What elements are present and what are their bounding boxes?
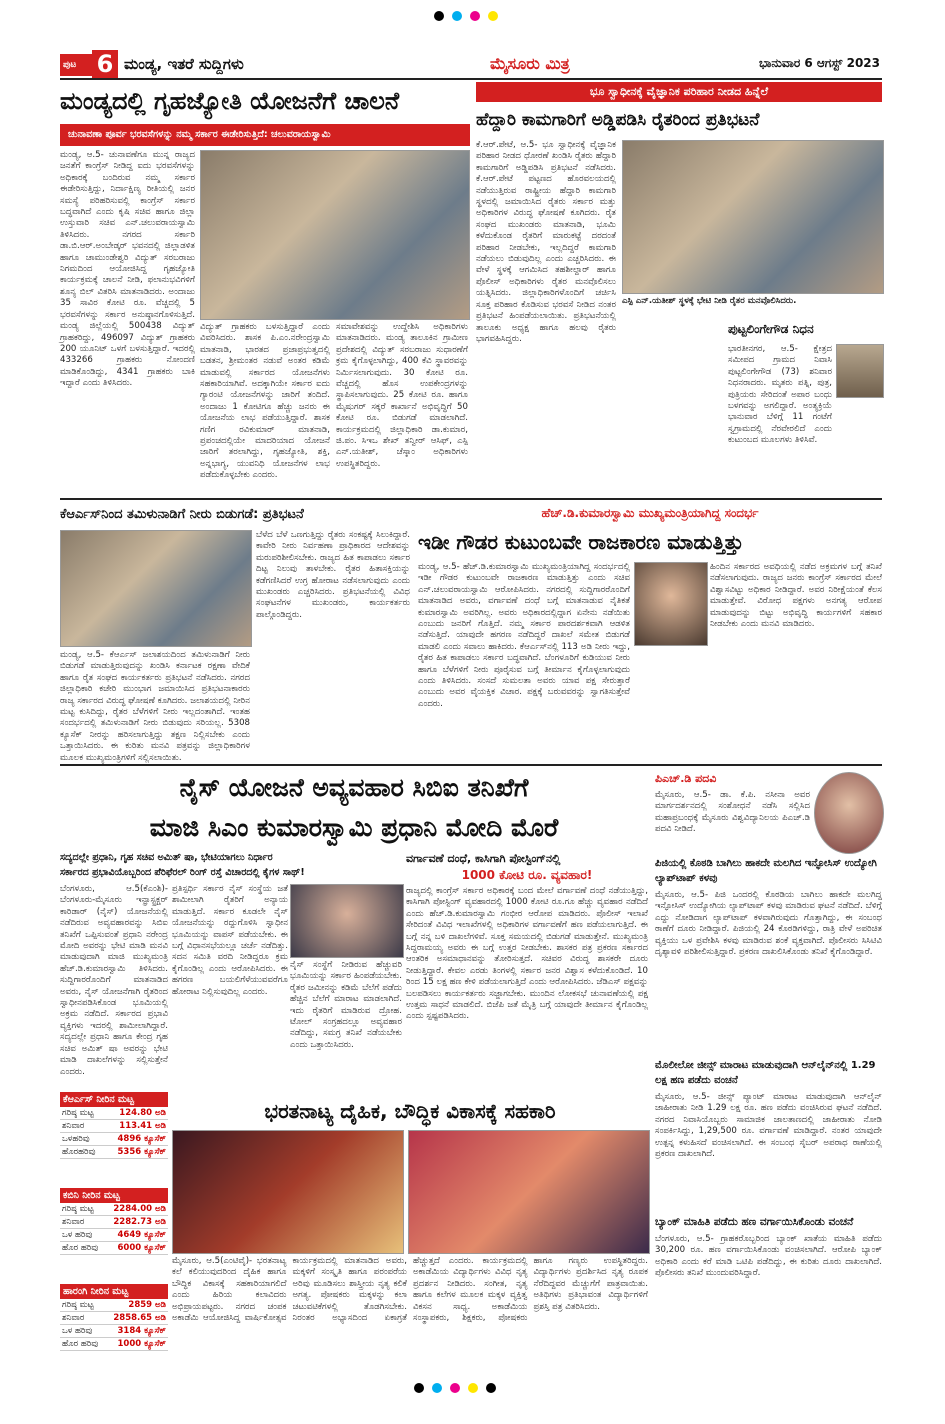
story2-headline: ಹೆದ್ದಾರಿ ಕಾಮಗಾರಿಗೆ ಅಡ್ಡಿಪಡಿಸಿ ರೈತರಿಂದ ಪ್ರತಿಭಟನೆ [476, 110, 760, 130]
laptop-body: ಮೈಸೂರು, ಆ.5- ಪಿಜಿ ಒಂದರಲ್ಲಿ ಕೊಠಡಿಯ ಬಾಗಿಲು ಹಾಕದೇ ಮಲಗಿದ್ದ ಇನ್ಫೋಸಿಸ್ ಉದ್ಯೋಗಿಯ ಲ್ಯಾಪ್‌ಟಾಪ್ ಕಳವು ಮಾಡಿರುವ ಘಟನೆ ನಡೆದಿದೆ. ಬೆಳಿಗ್ಗೆ ಎದ್ದು ನೋಡಿದಾಗ ಲ್ಯಾಪ್‌ಟಾಪ್ ಕಳವಾಗಿರುವುದು ಗೊತ್ತಾಗಿದ್ದು, ಈ ಸಂಬಂಧ ಠಾಣೆಗೆ ದೂರು ನೀಡಿದ್ದಾರೆ. ಪಿಜಿಯಲ್ಲಿ 24 ಕೊಠಡಿಗಳಿದ್ದು, ರಾತ್ರಿ ವೇಳೆ ಅಪರಿಚಿತ ವ್ಯಕ್ತಿಯು ಒಳ ಪ್ರವೇಶಿಸಿ ಕಳವು ಮಾಡಿರುವ ಶಂಕೆ ವ್ಯಕ್ತವಾಗಿದೆ. ಪೊಲೀಸರು ಸಿಸಿಟಿವಿ ದೃಶ್ಯಾವಳಿ ಪರಿಶೀಲಿಸುತ್ತಿದ್ದಾರೆ. ಪ್ರಕರಣ ದಾಖಲಿಸಿಕೊಂಡು ತನಿಖೆ ಕೈಗೊಂಡಿದ್ದಾರೆ. [655, 890, 882, 958]
story1-subhead: ಚುನಾವಣಾ ಪೂರ್ವ ಭರವಸೆಗಳನ್ನು ನಮ್ಮ ಸರ್ಕಾರ ಈಡೇರಿಸುತ್ತಿದೆ: ಚಲುವರಾಯಸ್ವಾಮಿ [60, 124, 470, 146]
jeans-headline: ಮೊಲೀಲೋ ಜೀನ್ಸ್ ಮಾರಾಟ ಮಾಡುವುದಾಗಿ ಆನ್‌ಲೈನ್‌ನಲ್ಲಿ 1.29 ಲಕ್ಷ ಹಣ ಪಡೆದು ವಂಚನೆ [655, 1060, 876, 1086]
paper-name: ಮೈಸೂರು ಮಿತ್ರ [490, 54, 570, 73]
jeans-body: ಮೈಸೂರು, ಆ.5- ಜೀನ್ಸ್ ಪ್ಯಾಂಟ್ ಮಾರಾಟ ಮಾಡುವುದಾಗಿ ಆನ್‌ಲೈನ್ ಜಾಹೀರಾತು ನೀಡಿ 1.29 ಲಕ್ಷ ರೂ. ಹಣ ಪಡೆದು ವಂಚಿಸಿರುವ ಘಟನೆ ನಡೆದಿದೆ. ನಗರದ ನಿವಾಸಿಯೊಬ್ಬರು ಸಾಮಾಜಿಕ ಜಾಲತಾಣದಲ್ಲಿ ಜಾಹೀರಾತು ನೋಡಿ ಸಂಪರ್ಕಿಸಿದ್ದು, 1,29,500 ರೂ. ವರ್ಗಾವಣೆ ಮಾಡಿದ್ದಾರೆ. ನಂತರ ಯಾವುದೇ ಉತ್ಪನ್ನ ಕಳುಹಿಸದೆ ವಂಚಿಸಲಾಗಿದೆ. ಈ ಸಂಬಂಧ ಸೈಬರ್ ಅಪರಾಧ ಠಾಣೆಯಲ್ಲಿ ಪ್ರಕರಣ ದಾಖಲಾಗಿದೆ. [655, 1092, 882, 1160]
story3-body-col1: ಮಂಡ್ಯ, ಆ.5- ಕೆಆರ್ಎಸ್ ಜಲಾಶಯದಿಂದ ತಮಿಳುನಾಡಿಗೆ ನೀರು ಬಿಡುಗಡೆ ಮಾಡುತ್ತಿರುವುದನ್ನು ಖಂಡಿಸಿ ಕರ್ನಾಟಕ ರಕ್ಷಣಾ ವೇದಿಕೆ ಹಾಗೂ ರೈತ ಸಂಘದ ಕಾರ್ಯಕರ್ತರು ಪ್ರತಿಭಟನೆ ನಡೆಸಿದರು. ನಗರದ ಜಿಲ್ಲಾಧಿಕಾರಿ ಕಚೇರಿ ಮುಂಭಾಗ ಜಮಾಯಿಸಿದ ಪ್ರತಿಭಟನಾಕಾರರು ರಾಜ್ಯ ಸರ್ಕಾರದ ವಿರುದ್ಧ ಘೋಷಣೆ ಕೂಗಿದರು. ಜಲಾಶಯದಲ್ಲಿ ನೀರಿನ ಮಟ್ಟ ಕುಸಿದಿದ್ದು, ರೈತರ ಬೆಳೆಗಳಿಗೆ ನೀರು ಇಲ್ಲದಂತಾಗಿದೆ. ಇಂತಹ ಸಂದರ್ಭದಲ್ಲಿ ತಮಿಳುನಾಡಿಗೆ ನೀರು ಬಿಡುವುದು ಸರಿಯಲ್ಲ. 5308 ಕ್ಯೂಸೆಕ್ ನೀರನ್ನು ಹರಿಸಲಾಗುತ್ತಿದ್ದು ತಕ್ಷಣ ನಿಲ್ಲಿಸಬೇಕು ಎಂದು ಒತ್ತಾಯಿಸಿದರು. ಈ ಕುರಿತು ಮನವಿ ಪತ್ರವನ್ನು ಜಿಲ್ಲಾಧಿಕಾರಿಗಳ ಮೂಲಕ ಮುಖ್ಯಮಂತ್ರಿಗಳಿಗೆ ಸಲ್ಲಿಸಲಾಯಿತು. [60, 650, 250, 763]
table-row: ಗರಿಷ್ಠ ಮಟ್ಟ 2859 ಅಡಿ [62, 1300, 166, 1310]
story4-photo [634, 562, 708, 646]
registration-dots-bottom [410, 1378, 540, 1392]
story5-headline: ನೈಸ್ ಯೋಜನೆ ಅವ್ಯವಹಾರ ಸಿಬಿಐ ತನಿಖೆಗೆ [179, 773, 529, 802]
story2-caption: ಎಸ್ಪಿ ಎನ್.ಯತೀಶ್ ಸ್ಥಳಕ್ಕೆ ಭೇಟಿ ನೀಡಿ ರೈತರ ಮನವೊಲಿಸಿದರು. [622, 296, 797, 306]
dam-title: ಹಾರಂಗಿ ನೀರಿನ ಮಟ್ಟ [60, 1284, 168, 1299]
story4-body2: ಹಿಂದಿನ ಸರ್ಕಾರದ ಅವಧಿಯಲ್ಲಿ ನಡೆದ ಅಕ್ರಮಗಳ ಬಗ್ಗೆ ತನಿಖೆ ನಡೆಸಲಾಗುವುದು. ರಾಜ್ಯದ ಜನರು ಕಾಂಗ್ರೆಸ್ ಸರ್ಕಾರದ ಮೇಲೆ ವಿಶ್ವಾಸವಿಟ್ಟು ಅಧಿಕಾರ ನೀಡಿದ್ದಾರೆ. ಅವರ ನಿರೀಕ್ಷೆಯಂತೆ ಕೆಲಸ ಮಾಡುತ್ತೇವೆ. ವಿರೋಧ ಪಕ್ಷಗಳು ಅನಗತ್ಯ ಆರೋಪ ಮಾಡುವುದನ್ನು ಬಿಟ್ಟು ಅಭಿವೃದ್ಧಿ ಕಾರ್ಯಗಳಿಗೆ ಸಹಕಾರ ನೀಡಬೇಕು ಎಂದು ಮನವಿ ಮಾಡಿದರು. [710, 562, 882, 630]
bank-body: ಬೆಂಗಳೂರು, ಆ.5- ಗ್ರಾಹಕರೊಬ್ಬರಿಂದ ಬ್ಯಾಂಕ್ ಖಾತೆಯ ಮಾಹಿತಿ ಪಡೆದು 30,200 ರೂ. ಹಣ ವರ್ಗಾಯಿಸಿಕೊಂಡು ವಂಚಿಸಲಾಗಿದೆ. ಆರೋಪಿ ಬ್ಯಾಂಕ್ ಅಧಿಕಾರಿ ಎಂದು ಕರೆ ಮಾಡಿ ಒಟಿಪಿ ಪಡೆದಿದ್ದು, ಈ ಕುರಿತು ದೂರು ದಾಖಲಾಗಿದೆ. ಪೊಲೀಸರು ತನಿಖೆ ಮುಂದುವರಿಸಿದ್ದಾರೆ. [655, 1234, 882, 1279]
story2-kicker: ಭೂ ಸ್ವಾಧೀನಕ್ಕೆ ವೈಜ್ಞಾನಿಕ ಪರಿಹಾರ ನೀಡದ ಹಿನ್ನೆಲೆ [476, 82, 882, 102]
table-row: ಹೊರಹರಿವು 5356 ಕ್ಯೂಸೆಕ್ [62, 1147, 166, 1157]
story5-body-col2: ಪ್ರತಿಸ್ಪರ್ಧಿ ಸರ್ಕಾರ ನೈಸ್ ಸಂಸ್ಥೆಯ ಜತೆ ಶಾಮೀಲಾಗಿ ರೈತರಿಗೆ ಅನ್ಯಾಯ ಮಾಡುತ್ತಿದೆ. ಸರ್ಕಾರ ಕೂಡಲೇ ನೈಸ್ ಯೋಜನೆಯನ್ನು ರದ್ದುಗೊಳಿಸಿ ಸ್ವಾಧೀನ ಭೂಮಿಯನ್ನು ವಾಪಸ್ ಪಡೆಯಬೇಕು. ಈ ಬಗ್ಗೆ ವಿಧಾನಸಭೆಯಲ್ಲೂ ಚರ್ಚೆ ನಡೆದಿತ್ತು. ಸದನ ಸಮಿತಿ ವರದಿ ನೀಡಿದ್ದರೂ ಕ್ರಮ ಕೈಗೊಂಡಿಲ್ಲ ಎಂದು ಆರೋಪಿಸಿದರು. ಈ ಹಗರಣ ಬಯಲಿಗೆಳೆಯುವವರೆಗೂ ಹೋರಾಟ ನಿಲ್ಲಿಸುವುದಿಲ್ಲ ಎಂದರು. [172, 884, 288, 997]
table-row: ಶನಿವಾರ 113.41 ಅಡಿ [62, 1121, 166, 1131]
story2-body: ಕೆ.ಆರ್.ಪೇಟೆ, ಆ.5- ಭೂ ಸ್ವಾಧೀನಕ್ಕೆ ವೈಜ್ಞಾನಿಕ ಪರಿಹಾರ ನೀಡದ ಧೋರಣೆ ಖಂಡಿಸಿ ರೈತರು ಹೆದ್ದಾರಿ ಕಾಮಗಾರಿಗೆ ಅಡ್ಡಿಪಡಿಸಿ ಪ್ರತಿಭಟನೆ ನಡೆಸಿದರು. ಕೆ.ಆರ್.ಪೇಟೆ ಪಟ್ಟಣದ ಹೊರವಲಯದಲ್ಲಿ ನಡೆಯುತ್ತಿರುವ ರಾಷ್ಟ್ರೀಯ ಹೆದ್ದಾರಿ ಕಾಮಗಾರಿ ಸ್ಥಳದಲ್ಲಿ ಜಮಾಯಿಸಿದ ರೈತರು ಸರ್ಕಾರ ಮತ್ತು ಅಧಿಕಾರಿಗಳ ವಿರುದ್ಧ ಘೋಷಣೆ ಕೂಗಿದರು. ರೈತ ಸಂಘದ ಮುಖಂಡರು ಮಾತನಾಡಿ, ಭೂಮಿ ಕಳೆದುಕೊಂಡ ರೈತರಿಗೆ ಮಾರುಕಟ್ಟೆ ದರದಂತೆ ಪರಿಹಾರ ನೀಡಬೇಕು, ಇಲ್ಲದಿದ್ದರೆ ಕಾಮಗಾರಿ ನಡೆಯಲು ಬಿಡುವುದಿಲ್ಲ ಎಂದು ಎಚ್ಚರಿಸಿದರು. ಈ ವೇಳೆ ಸ್ಥಳಕ್ಕೆ ಆಗಮಿಸಿದ ತಹಶೀಲ್ದಾರ್ ಹಾಗೂ ಪೊಲೀಸ್ ಅಧಿಕಾರಿಗಳು ರೈತರ ಮನವೊಲಿಸಲು ಯತ್ನಿಸಿದರು. ಜಿಲ್ಲಾಧಿಕಾರಿಗಳೊಂದಿಗೆ ಚರ್ಚಿಸಿ ಸೂಕ್ತ ಪರಿಹಾರ ಕೊಡಿಸುವ ಭರವಸೆ ನೀಡಿದ ನಂತರ ಪ್ರತಿಭಟನೆ ಹಿಂಪಡೆಯಲಾಯಿತು. ಪ್ರತಿಭಟನೆಯಲ್ಲಿ ತಾಲೂಕು ಅಧ್ಯಕ್ಷ ಹಾಗೂ ಹಲವು ರೈತರು ಭಾಗವಹಿಸಿದ್ದರು. [476, 140, 616, 344]
masthead [60, 50, 882, 80]
table-row: ಒಳ ಹರಿವು 3184 ಕ್ಯೂಸೆಕ್ [62, 1326, 166, 1336]
divider-1 [60, 498, 882, 500]
story5-body-col3: ನೈಸ್ ಸಂಸ್ಥೆಗೆ ನೀಡಿರುವ ಹೆಚ್ಚುವರಿ ಭೂಮಿಯನ್ನು ಸರ್ಕಾರ ಹಿಂಪಡೆಯಬೇಕು. ರೈತರ ಜಮೀನನ್ನು ಕಡಿಮೆ ಬೆಲೆಗೆ ಪಡೆದು ಹೆಚ್ಚಿನ ಬೆಲೆಗೆ ಮಾರಾಟ ಮಾಡಲಾಗಿದೆ. ಇದು ರೈತರಿಗೆ ಮಾಡಿರುವ ದ್ರೋಹ. ಟೋಲ್ ಸಂಗ್ರಹದಲ್ಲೂ ಅವ್ಯವಹಾರ ನಡೆದಿದ್ದು, ಸಮಗ್ರ ತನಿಖೆ ನಡೆಯಬೇಕು ಎಂದು ಒತ್ತಾಯಿಸಿದರು. [290, 960, 402, 1050]
phd-photo [814, 772, 884, 854]
page-label: ಪುಟ [60, 54, 92, 76]
dance-photo-2 [408, 1130, 650, 1254]
divider-2 [60, 764, 882, 766]
dance-body: ಮೈಸೂರು, ಆ.5(ಎಂಟಿವೈ)- ಭರತನಾಟ್ಯ ಕಲೆ ಕಲಿಯುವುದರಿಂದ ದೈಹಿಕ ಹಾಗೂ ಬೌದ್ಧಿಕ ವಿಕಾಸಕ್ಕೆ ಸಹಕಾರಿಯಾಗಲಿದೆ ಎಂದು ಹಿರಿಯ ಕಲಾವಿದರು ಅಭಿಪ್ರಾಯಪಟ್ಟರು. ನಗರದ ಚಂಪಕ ಅಕಾಡೆಮಿ ಆಯೋಜಿಸಿದ್ದ ವಾರ್ಷಿಕೋತ್ಸವ ಕಾರ್ಯಕ್ರಮದಲ್ಲಿ ಮಾತನಾಡಿದ ಅವರು, ಮಕ್ಕಳಿಗೆ ಸಂಸ್ಕೃತಿ ಹಾಗೂ ಪರಂಪರೆಯ ಅರಿವು ಮೂಡಿಸಲು ಶಾಸ್ತ್ರೀಯ ನೃತ್ಯ ಕಲಿಕೆ ಅಗತ್ಯ. ಪೋಷಕರು ಮಕ್ಕಳನ್ನು ಕಲಾ ಚಟುವಟಿಕೆಗಳಲ್ಲಿ ತೊಡಗಿಸಬೇಕು. ನಿರಂತರ ಅಭ್ಯಾಸದಿಂದ ಏಕಾಗ್ರತೆ ಹೆಚ್ಚುತ್ತದೆ ಎಂದರು. ಕಾರ್ಯಕ್ರಮದಲ್ಲಿ ಅಕಾಡೆಮಿಯ ವಿದ್ಯಾರ್ಥಿಗಳು ವಿವಿಧ ನೃತ್ಯ ಪ್ರದರ್ಶನ ನೀಡಿದರು. ಸಂಗೀತ, ನೃತ್ಯ ಹಾಗೂ ಕಲೆಗಳ ಮೂಲಕ ಮಕ್ಕಳ ವ್ಯಕ್ತಿತ್ವ ವಿಕಸನ ಸಾಧ್ಯ. ಅಕಾಡೆಮಿಯ ಸಂಸ್ಥಾಪಕರು, ಶಿಕ್ಷಕರು, ಪೋಷಕರು ಹಾಗೂ ಗಣ್ಯರು ಉಪಸ್ಥಿತರಿದ್ದರು. ವಿದ್ಯಾರ್ಥಿಗಳು ಪ್ರದರ್ಶಿಸಿದ ನೃತ್ಯ ರೂಪಕ ನೆರೆದಿದ್ದವರ ಮೆಚ್ಚುಗೆಗೆ ಪಾತ್ರವಾಯಿತು. ಅತಿಥಿಗಳು ಪ್ರತಿಭಾವಂತ ವಿದ್ಯಾರ್ಥಿಗಳಿಗೆ ಪ್ರಶಸ್ತಿ ಪತ್ರ ವಿತರಿಸಿದರು. [172, 1256, 648, 1324]
dam-box-krs [60, 1092, 168, 1184]
dam-box-harangi [60, 1284, 168, 1376]
table-row: ಶನಿವಾರ 2282.73 ಅಡಿ [62, 1217, 166, 1227]
story5-headline2: ಮಾಜಿ ಸಿಎಂ ಕುಮಾರಸ್ವಾಮಿ ಪ್ರಧಾನಿ ಮೋದಿ ಮೊರೆ [149, 813, 559, 842]
page-number: 6 [92, 50, 118, 78]
story4-kicker: ಹೆಚ್.ಡಿ.ಕುಮಾರಸ್ವಾಮಿ ಮುಖ್ಯಮಂತ್ರಿಯಾಗಿದ್ದ ಸಂದರ್ಭ [541, 506, 759, 520]
story1-body-col1: ಮಂಡ್ಯ, ಆ.5- ಚುನಾವಣೆಗೂ ಮುನ್ನ ರಾಜ್ಯದ ಜನತೆಗೆ ಕಾಂಗ್ರೆಸ್ ನೀಡಿದ್ದ ಐದು ಭರವಸೆಗಳನ್ನು ಅಧಿಕಾರಕ್ಕೆ ಬಂದಿರುವ ನಮ್ಮ ಸರ್ಕಾರ ಈಡೇರಿಸುತ್ತಿದ್ದು, ನಿರ್ದಾಕ್ಷಿಣ್ಯ ರೀತಿಯಲ್ಲಿ ಜನರ ಸಮಸ್ಯೆ ಪರಿಹರಿಸುವಲ್ಲಿ ಕಾಂಗ್ರೆಸ್ ಸರ್ಕಾರ ಬದ್ಧವಾಗಿದೆ ಎಂದು ಕೃಷಿ ಸಚಿವ ಹಾಗೂ ಜಿಲ್ಲಾ ಉಸ್ತುವಾರಿ ಸಚಿವ ಎನ್.ಚಲುವರಾಯಸ್ವಾಮಿ ತಿಳಿಸಿದರು. ನಗರದ ಸರ್ಕಾರಿ ಡಾ.ಬಿ.ಆರ್.ಅಂಬೇಡ್ಕರ್ ಭವನದಲ್ಲಿ ಜಿಲ್ಲಾಡಳಿತ ಹಾಗೂ ಚಾಮುಂಡೇಶ್ವರಿ ವಿದ್ಯುತ್ ಸರಬರಾಜು ನಿಗಮದಿಂದ ಆಯೋಜಿಸಿದ್ದ ಗೃಹಜ್ಯೋತಿ ಕಾರ್ಯಕ್ರಮಕ್ಕೆ ಚಾಲನೆ ನೀಡಿ, ಫಲಾನುಭವಿಗಳಿಗೆ ಶೂನ್ಯ ಬಿಲ್ ವಿತರಿಸಿ ಮಾತನಾಡಿದರು. ಅಂದಾಜು 35 ಸಾವಿರ ಕೋಟಿ ರೂ. ವೆಚ್ಚದಲ್ಲಿ 5 ಭರವಸೆಗಳನ್ನು ಸರ್ಕಾರ ಅನುಷ್ಠಾನಗೊಳಿಸುತ್ತಿದೆ. ಮಂಡ್ಯ ಜಿಲ್ಲೆಯಲ್ಲಿ 500438 ವಿದ್ಯುತ್ ಗ್ರಾಹಕರಿದ್ದು, 496097 ವಿದ್ಯುತ್ ಗ್ರಾಹಕರು 200 ಯೂನಿಟ್ ಒಳಗೆ ಬಳಸುತ್ತಿದ್ದಾರೆ. ಇದರಲ್ಲಿ 433266 ಗ್ರಾಹಕರು ನೋಂದಣಿ ಮಾಡಿಕೊಂಡಿದ್ದು, 4341 ಗ್ರಾಹಕರು ಬಾಕಿ ಇದ್ದಾರೆ ಎಂದು ತಿಳಿಸಿದರು. [60, 150, 195, 389]
obit-photo [836, 344, 884, 398]
story1-photo [200, 150, 470, 320]
dance-photo-1 [172, 1130, 404, 1254]
story5-photo [290, 884, 404, 958]
bank-headline: ಬ್ಯಾಂಕ್ ಮಾಹಿತಿ ಪಡೆದು ಹಣ ವರ್ಗಾಯಿಸಿಕೊಂಡು ವಂಚನೆ [655, 1216, 854, 1228]
story3-photo [60, 530, 252, 647]
table-row: ಗರಿಷ್ಠ ಮಟ್ಟ 124.80 ಅಡಿ [62, 1108, 166, 1118]
registration-dots-top [430, 6, 520, 18]
story3-body-col2: ಬೆಳೆದ ಬೆಳೆ ಒಣಗುತ್ತಿದ್ದು ರೈತರು ಸಂಕಷ್ಟಕ್ಕೆ ಸಿಲುಕಿದ್ದಾರೆ. ಕಾವೇರಿ ನೀರು ನಿರ್ವಹಣಾ ಪ್ರಾಧಿಕಾರದ ಆದೇಶವನ್ನು ಮರುಪರಿಶೀಲಿಸಬೇಕು. ರಾಜ್ಯದ ಹಿತ ಕಾಪಾಡಲು ಸರ್ಕಾರ ದಿಟ್ಟ ನಿಲುವು ತಾಳಬೇಕು. ರೈತರ ಹಿತಾಸಕ್ತಿಯನ್ನು ಕಡೆಗಣಿಸಿದರೆ ಉಗ್ರ ಹೋರಾಟ ನಡೆಸಲಾಗುವುದು ಎಂದು ಮುಖಂಡರು ಎಚ್ಚರಿಸಿದರು. ಪ್ರತಿಭಟನೆಯಲ್ಲಿ ವಿವಿಧ ಸಂಘಟನೆಗಳ ಮುಖಂಡರು, ಕಾರ್ಯಕರ್ತರು ಪಾಲ್ಗೊಂಡಿದ್ದರು. [256, 530, 410, 620]
story5-body-col1: ಬೆಂಗಳೂರು, ಆ.5(ಕೆಎಂಶಿ)- ಬೆಂಗಳೂರು-ಮೈಸೂರು ಇನ್ಫ್ರಾಸ್ಟ್ರಕ್ಚರ್ ಕಾರಿಡಾರ್ (ನೈಸ್) ಯೋಜನೆಯಲ್ಲಿ ನಡೆದಿರುವ ಅವ್ಯವಹಾರವನ್ನು ಸಿಬಿಐ ತನಿಖೆಗೆ ಒಪ್ಪಿಸುವಂತೆ ಪ್ರಧಾನಿ ನರೇಂದ್ರ ಮೋದಿ ಅವರನ್ನು ಭೇಟಿ ಮಾಡಿ ಮನವಿ ಮಾಡುವುದಾಗಿ ಮಾಜಿ ಮುಖ್ಯಮಂತ್ರಿ ಹೆಚ್.ಡಿ.ಕುಮಾರಸ್ವಾಮಿ ತಿಳಿಸಿದರು. ಸುದ್ದಿಗಾರರೊಂದಿಗೆ ಮಾತನಾಡಿದ ಅವರು, ನೈಸ್ ಯೋಜನೆಗಾಗಿ ರೈತರಿಂದ ಸ್ವಾಧೀನಪಡಿಸಿಕೊಂಡ ಭೂಮಿಯಲ್ಲಿ ಅಕ್ರಮ ನಡೆದಿದೆ. ಸರ್ಕಾರದ ಪ್ರಭಾವಿ ವ್ಯಕ್ತಿಗಳು ಇದರಲ್ಲಿ ಶಾಮೀಲಾಗಿದ್ದಾರೆ. ಸದ್ಯದಲ್ಲೇ ಪ್ರಧಾನಿ ಹಾಗೂ ಕೇಂದ್ರ ಗೃಹ ಸಚಿವ ಅಮಿತ್ ಷಾ ಅವರನ್ನು ಭೇಟಿ ಮಾಡಿ ದಾಖಲೆಗಳನ್ನು ಸಲ್ಲಿಸುತ್ತೇನೆ ಎಂದರು. [60, 884, 168, 1077]
section-title: ಮಂಡ್ಯ, ಇತರೆ ಸುದ್ದಿಗಳು [124, 55, 244, 73]
story5-bullet1: ಸದ್ಯದಲ್ಲೇ ಪ್ರಧಾನಿ, ಗೃಹ ಸಚಿವ ಅಮಿತ್ ಷಾ, ಭೇಟಿಯಾಗಲು ನಿರ್ಧಾರ [60, 852, 273, 863]
table-row: ಹೊರ ಹರಿವು 1000 ಕ್ಯೂಸೆಕ್ [62, 1339, 166, 1349]
phd-headline: ಪಿಎಚ್.ಡಿ ಪದವಿ [655, 772, 717, 785]
transfer-headline: ವರ್ಗಾವಣೆ ದಂಧೆ, ಕಾಸಿಗಾಗಿ ಪೋಸ್ಟಿಂಗ್‌ನಲ್ಲಿ [406, 852, 561, 865]
story4-headline: ಇಡೀ ಗೌಡರ ಕುಟುಂಬವೇ ರಾಜಕಾರಣ ಮಾಡುತ್ತಿತ್ತು [418, 530, 744, 554]
obit-body: ಭಾರತೀನಗರ, ಆ.5- ಕ್ಷೇತ್ರದ ಸಮೀಪದ ಗ್ರಾಮದ ನಿವಾಸಿ ಪುಟ್ಟಲಿಂಗೇಗೌಡ (73) ಶನಿವಾರ ನಿಧನರಾದರು. ಮೃತರು ಪತ್ನಿ, ಪುತ್ರ, ಪುತ್ರಿಯರು ಸೇರಿದಂತೆ ಅಪಾರ ಬಂಧು ಬಳಗವನ್ನು ಅಗಲಿದ್ದಾರೆ. ಅಂತ್ಯಕ್ರಿಯೆ ಭಾನುವಾರ ಬೆಳಿಗ್ಗೆ 11 ಗಂಟೆಗೆ ಸ್ವಗ್ರಾಮದಲ್ಲಿ ನೆರವೇರಲಿದೆ ಎಂದು ಕುಟುಂಬದ ಮೂಲಗಳು ತಿಳಿಸಿವೆ. [728, 344, 832, 446]
story1-headline: ಮಂಡ್ಯದಲ್ಲಿ ಗೃಹಜ್ಯೋತಿ ಯೋಜನೆಗೆ ಚಾಲನೆ [60, 87, 400, 115]
story2-photo [622, 140, 884, 294]
laptop-headline: ಪಿಜಿಯಲ್ಲಿ ಕೊಠಡಿ ಬಾಗಿಲು ಹಾಕದೇ ಮಲಗಿದ ಇನ್ಫೋಸಿಸ್ ಉದ್ಯೋಗಿ ಲ್ಯಾಪ್‌ಟಾಪ್ ಕಳವು [655, 858, 877, 884]
table-row: ಹೊರ ಹರಿವು 6000 ಕ್ಯೂಸೆಕ್ [62, 1243, 166, 1253]
issue-date: ಭಾನುವಾರ 6 ಆಗಸ್ಟ್ 2023 [758, 56, 880, 70]
dam-title: ಕೆಆರ್ಎಸ್ ನೀರಿನ ಮಟ್ಟ [60, 1092, 168, 1107]
table-row: ಒಳಹರಿವು 4896 ಕ್ಯೂಸೆಕ್ [62, 1134, 166, 1144]
transfer-body: ರಾಜ್ಯದಲ್ಲಿ ಕಾಂಗ್ರೆಸ್ ಸರ್ಕಾರ ಅಧಿಕಾರಕ್ಕೆ ಬಂದ ಮೇಲೆ ವರ್ಗಾವಣೆ ದಂಧೆ ನಡೆಯುತ್ತಿದ್ದು, ಕಾಸಿಗಾಗಿ ಪೋಸ್ಟಿಂಗ್ ವ್ಯವಹಾರದಲ್ಲಿ 1000 ಕೋಟಿ ರೂ.ಗೂ ಹೆಚ್ಚು ವ್ಯವಹಾರ ನಡೆದಿದೆ ಎಂದು ಹೆಚ್.ಡಿ.ಕುಮಾರಸ್ವಾಮಿ ಗಂಭೀರ ಆರೋಪ ಮಾಡಿದರು. ಪೊಲೀಸ್ ಇಲಾಖೆ ಸೇರಿದಂತೆ ವಿವಿಧ ಇಲಾಖೆಗಳಲ್ಲಿ ಅಧಿಕಾರಿಗಳ ವರ್ಗಾವಣೆಗೆ ಹಣ ಪಡೆಯಲಾಗುತ್ತಿದೆ. ಈ ಬಗ್ಗೆ ನನ್ನ ಬಳಿ ದಾಖಲೆಗಳಿವೆ. ಸೂಕ್ತ ಸಮಯದಲ್ಲಿ ಬಿಡುಗಡೆ ಮಾಡುತ್ತೇನೆ. ಮುಖ್ಯಮಂತ್ರಿ ಸಿದ್ದರಾಮಯ್ಯ ಅವರು ಈ ಬಗ್ಗೆ ಉತ್ತರ ನೀಡಬೇಕು. ಶಾಸಕರ ಪತ್ರ ಪ್ರಕರಣ ಸರ್ಕಾರದ ಆಂತರಿಕ ಅಸಮಾಧಾನವನ್ನು ತೋರಿಸುತ್ತದೆ. ಸಚಿವರ ವಿರುದ್ಧ ಶಾಸಕರೇ ದೂರು ನೀಡುತ್ತಿದ್ದಾರೆ. ಕೇವಲ ಎರಡು ತಿಂಗಳಲ್ಲಿ ಸರ್ಕಾರ ಜನರ ವಿಶ್ವಾಸ ಕಳೆದುಕೊಂಡಿದೆ. 10 ರಿಂದ 15 ಲಕ್ಷ ಹಣ ಕೇಳಿ ಪಡೆಯಲಾಗುತ್ತಿದೆ ಎಂದು ಆರೋಪಿಸಿದರು. ಜೆಡಿಎಸ್ ಪಕ್ಷವನ್ನು ಬಲಪಡಿಸಲು ಕಾರ್ಯಕರ್ತರು ಸಜ್ಜಾಗಬೇಕು. ಮುಂದಿನ ಲೋಕಸಭೆ ಚುನಾವಣೆಯಲ್ಲಿ ಪಕ್ಷ ಉತ್ತಮ ಸಾಧನೆ ಮಾಡಲಿದೆ. ಬಿಜೆಪಿ ಜತೆ ಮೈತ್ರಿ ಬಗ್ಗೆ ಯಾವುದೇ ತೀರ್ಮಾನ ಕೈಗೊಂಡಿಲ್ಲ ಎಂದು ಸ್ಪಷ್ಟಪಡಿಸಿದರು. [406, 886, 648, 1022]
table-row: ಶನಿವಾರ 2858.65 ಅಡಿ [62, 1313, 166, 1323]
story4-body: ಮಂಡ್ಯ, ಆ.5- ಹೆಚ್.ಡಿ.ಕುಮಾರಸ್ವಾಮಿ ಮುಖ್ಯಮಂತ್ರಿಯಾಗಿದ್ದ ಸಂದರ್ಭದಲ್ಲಿ ಇಡೀ ಗೌಡರ ಕುಟುಂಬವೇ ರಾಜಕಾರಣ ಮಾಡುತ್ತಿತ್ತು ಎಂದು ಸಚಿವ ಎನ್.ಚಲುವರಾಯಸ್ವಾಮಿ ಆರೋಪಿಸಿದರು. ನಗರದಲ್ಲಿ ಸುದ್ದಿಗಾರರೊಂದಿಗೆ ಮಾತನಾಡಿದ ಅವರು, ವರ್ಗಾವಣೆ ದಂಧೆ ಬಗ್ಗೆ ಮಾತನಾಡುವ ನೈತಿಕತೆ ಕುಮಾರಸ್ವಾಮಿ ಅವರಿಗಿಲ್ಲ. ಅವರು ಅಧಿಕಾರದಲ್ಲಿದ್ದಾಗ ಏನೇನು ನಡೆಯಿತು ಎಂಬುದು ಜನರಿಗೆ ಗೊತ್ತಿದೆ. ನಮ್ಮ ಸರ್ಕಾರ ಪಾರದರ್ಶಕವಾಗಿ ಆಡಳಿತ ನಡೆಸುತ್ತಿದೆ. ಯಾವುದೇ ಹಗರಣ ನಡೆದಿದ್ದರೆ ದಾಖಲೆ ಸಮೇತ ಬಿಡುಗಡೆ ಮಾಡಲಿ ಎಂದು ಸವಾಲು ಹಾಕಿದರು. ಕೆಆರ್ಎಸ್‌ನಲ್ಲಿ 113 ಅಡಿ ನೀರು ಇದ್ದು, ರೈತರ ಹಿತ ಕಾಪಾಡಲು ಸರ್ಕಾರ ಬದ್ಧವಾಗಿದೆ. ಬೆಂಗಳೂರಿಗೆ ಕುಡಿಯುವ ನೀರು ಹಾಗೂ ಬೆಳೆಗಳಿಗೆ ನೀರು ಪೂರೈಸುವ ಬಗ್ಗೆ ತೀರ್ಮಾನ ಕೈಗೊಳ್ಳಲಾಗುವುದು ಎಂದು ತಿಳಿಸಿದರು. ಸಂಸದೆ ಸುಮಲತಾ ಅವರು ಯಾವ ಪಕ್ಷ ಸೇರುತ್ತಾರೆ ಎಂಬುದು ಅವರ ವೈಯಕ್ತಿಕ ವಿಚಾರ. ಪಕ್ಷಕ್ಕೆ ಬರುವವರನ್ನು ಸ್ವಾಗತಿಸುತ್ತೇವೆ ಎಂದರು. [418, 562, 630, 709]
story1-body-col3: ಸಮಾವೇಶವನ್ನು ಉದ್ದೇಶಿಸಿ ಅಧಿಕಾರಿಗಳು ಮಾತನಾಡಿದರು. ಮಂಡ್ಯ ತಾಲೂಕಿನ ಗ್ರಾಮೀಣ ಪ್ರದೇಶದಲ್ಲಿ ವಿದ್ಯುತ್ ಸರಬರಾಜು ಸುಧಾರಣೆಗೆ ಕ್ರಮ ಕೈಗೊಳ್ಳಲಾಗಿದ್ದು, 400 ಕೆವಿ ಸ್ಥಾವರವನ್ನು ನಿರ್ಮಿಸಲಾಗುವುದು. 30 ಕೋಟಿ ರೂ. ವೆಚ್ಚದಲ್ಲಿ ಹೊಸ ಉಪಕೇಂದ್ರಗಳನ್ನು ಸ್ಥಾಪಿಸಲಾಗುವುದು. 25 ಕೋಟಿ ರೂ. ಹಾಗೂ ಮೈಷುಗರ್ ಸಕ್ಕರೆ ಕಾರ್ಖಾನೆ ಅಭಿವೃದ್ಧಿಗೆ 50 ಕೋಟಿ ರೂ. ಬಿಡುಗಡೆ ಮಾಡಲಾಗಿದೆ. ಕಾರ್ಯಕ್ರಮದಲ್ಲಿ ಜಿಲ್ಲಾಧಿಕಾರಿ ಡಾ.ಕುಮಾರ, ಜಿ.ಪಂ. ಸಿಇಒ ಶೇಖ್ ತನ್ವೀರ್ ಆಸಿಫ್, ಎಸ್ಪಿ ಎನ್.ಯತೀಶ್, ಚೆಸ್ಕಾಂ ಅಧಿಕಾರಿಗಳು ಉಪಸ್ಥಿತರಿದ್ದರು. [336, 322, 468, 469]
story5-bullet2: ಸರ್ಕಾರದ ಪ್ರಭಾವಿಯೊಬ್ಬರಿಂದ ಪೆರಿಫೆರಲ್ ರಿಂಗ್ ರಸ್ತೆ ವಿಚಾರದಲ್ಲಿ ಕೈಗಳ ಸಾಥ್! [60, 867, 305, 878]
story3-headline: ಕೆಆರ್ಎಸ್‌ನಿಂದ ತಮಿಳುನಾಡಿಗೆ ನೀರು ಬಿಡುಗಡೆ: ಪ್ರತಿಭಟನೆ [60, 507, 304, 522]
dance-headline: ಭರತನಾಟ್ಯ ದೈಹಿಕ, ಬೌದ್ಧಿಕ ವಿಕಾಸಕ್ಕೆ ಸಹಕಾರಿ [264, 1099, 556, 1123]
dam-box-kabini [60, 1188, 168, 1280]
phd-body: ಮೈಸೂರು, ಆ.5- ಡಾ. ಕೆ.ಪಿ. ನಸೀನಾ ಅವರ ಮಾರ್ಗದರ್ಶನದಲ್ಲಿ ಸಂಶೋಧನೆ ನಡೆಸಿ ಸಲ್ಲಿಸಿದ ಮಹಾಪ್ರಬಂಧಕ್ಕೆ ಮೈಸೂರು ವಿಶ್ವವಿದ್ಯಾನಿಲಯ ಪಿಎಚ್.ಡಿ ಪದವಿ ನೀಡಿದೆ. [655, 790, 810, 835]
table-row: ಒಳ ಹರಿವು 4649 ಕ್ಯೂಸೆಕ್ [62, 1230, 166, 1240]
story1-body-col2: ವಿದ್ಯುತ್ ಗ್ರಾಹಕರು ಬಳಸುತ್ತಿದ್ದಾರೆ ಎಂದು ವಿವರಿಸಿದರು. ಶಾಸಕ ಪಿ.ಎಂ.ನರೇಂದ್ರಸ್ವಾಮಿ ಮಾತನಾಡಿ, ಭಾರತದ ಪ್ರಜಾಪ್ರಭುತ್ವದಲ್ಲಿ ಬಡತನ, ಶ್ರೀಮಂತರ ನಡುವೆ ಅಂತರ ಕಡಿಮೆ ಮಾಡುವಲ್ಲಿ ಸರ್ಕಾರದ ಯೋಜನೆಗಳು ಸಹಕಾರಿಯಾಗಿವೆ. ಅದಕ್ಕಾಗಿಯೇ ಸರ್ಕಾರ ಐದು ಗ್ಯಾರಂಟಿ ಯೋಜನೆಗಳನ್ನು ಜಾರಿಗೆ ತಂದಿದೆ. ಅಂದಾಜು 1 ಕೋಟಿಗೂ ಹೆಚ್ಚು ಜನರು ಈ ಯೋಜನೆಯ ಲಾಭ ಪಡೆಯುತ್ತಿದ್ದಾರೆ. ಶಾಸಕ ಗಣಿಗ ರವಿಕುಮಾರ್ ಮಾತನಾಡಿ, ಪ್ರಪಂಚದಲ್ಲಿಯೇ ಮಾದರಿಯಾದ ಯೋಜನೆ ಜಾರಿಗೆ ತರಲಾಗಿದ್ದು, ಗೃಹಜ್ಯೋತಿ, ಶಕ್ತಿ, ಅನ್ನಭಾಗ್ಯ, ಯುವನಿಧಿ ಯೋಜನೆಗಳ ಲಾಭ ಪಡೆದುಕೊಳ್ಳಬೇಕು ಎಂದರು. [200, 322, 330, 481]
table-row: ಗರಿಷ್ಠ ಮಟ್ಟ 2284.00 ಅಡಿ [62, 1204, 166, 1214]
obit-headline: ಪುಟ್ಟಲಿಂಗೇಗೌಡ ನಿಧನ [728, 322, 814, 336]
transfer-headline2: 1000 ಕೋಟಿ ರೂ. ವ್ಯವಹಾರ! [461, 868, 593, 882]
dam-title: ಕಬಿನಿ ನೀರಿನ ಮಟ್ಟ [60, 1188, 168, 1203]
